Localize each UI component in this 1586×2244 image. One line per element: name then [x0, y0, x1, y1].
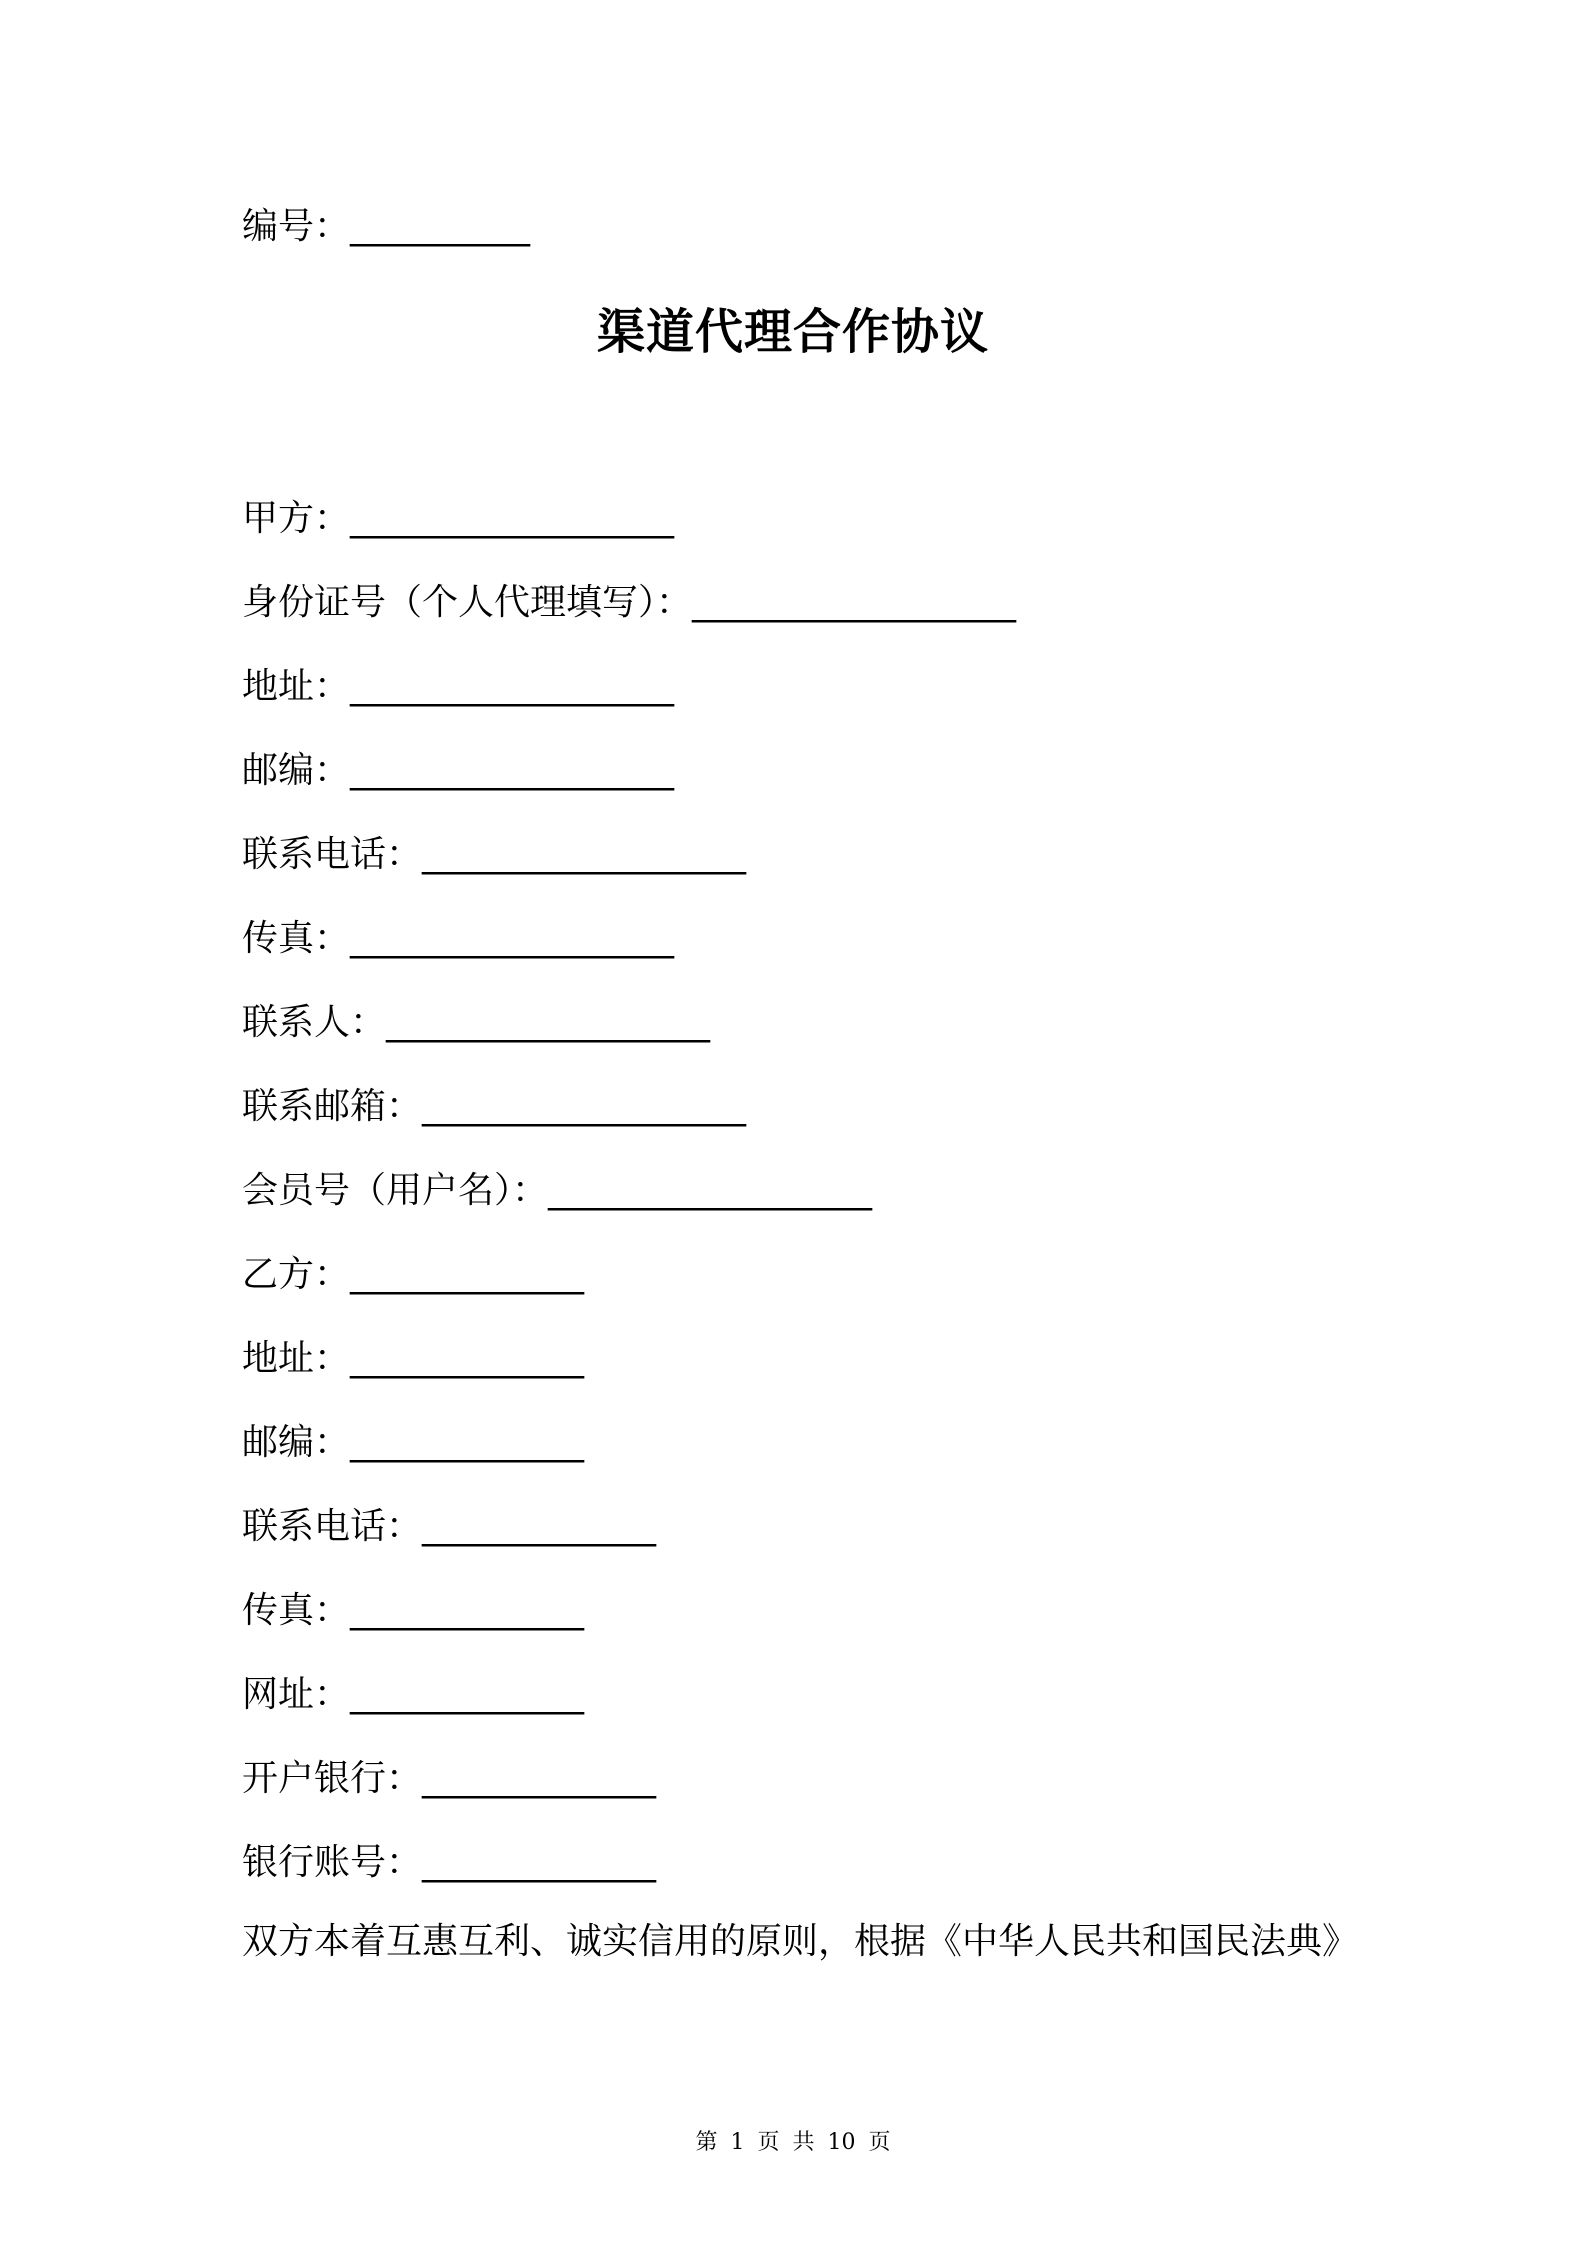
field-party-a-fax: 传真：__________________: [242, 918, 675, 959]
field-party-a-email: 联系邮箱：__________________: [242, 1086, 747, 1127]
document-title: 渠道代理合作协议: [596, 304, 989, 360]
intro-paragraph: 双方本着互惠互利、诚实信用的原则，根据《中华人民共和国民法典》: [242, 1921, 1359, 1962]
document-number: 编号：__________: [242, 206, 531, 247]
field-party-b-account: 银行账号：_____________: [242, 1842, 657, 1883]
field-member-id: 会员号（用户名）：__________________: [242, 1170, 873, 1211]
field-party-a-address: 地址：__________________: [242, 666, 675, 707]
field-id-number: 身份证号（个人代理填写）：__________________: [242, 582, 1017, 623]
field-party-b-website: 网址：_____________: [242, 1674, 585, 1715]
field-party-b-postcode: 邮编：_____________: [242, 1422, 585, 1463]
field-party-a: 甲方：__________________: [242, 498, 675, 539]
field-party-b: 乙方：_____________: [242, 1254, 585, 1295]
field-party-b-bank: 开户银行：_____________: [242, 1758, 657, 1799]
party-info-fields: [242, 494, 1016, 1922]
field-party-a-contact: 联系人：__________________: [242, 1002, 711, 1043]
field-party-b-fax: 传真：_____________: [242, 1590, 585, 1631]
field-party-b-phone: 联系电话：_____________: [242, 1506, 657, 1547]
page-footer: 第 1 页 共 10 页: [695, 2130, 891, 2155]
field-party-a-phone: 联系电话：__________________: [242, 834, 747, 875]
field-party-a-postcode: 邮编：__________________: [242, 750, 675, 791]
field-party-b-address: 地址：_____________: [242, 1338, 585, 1379]
